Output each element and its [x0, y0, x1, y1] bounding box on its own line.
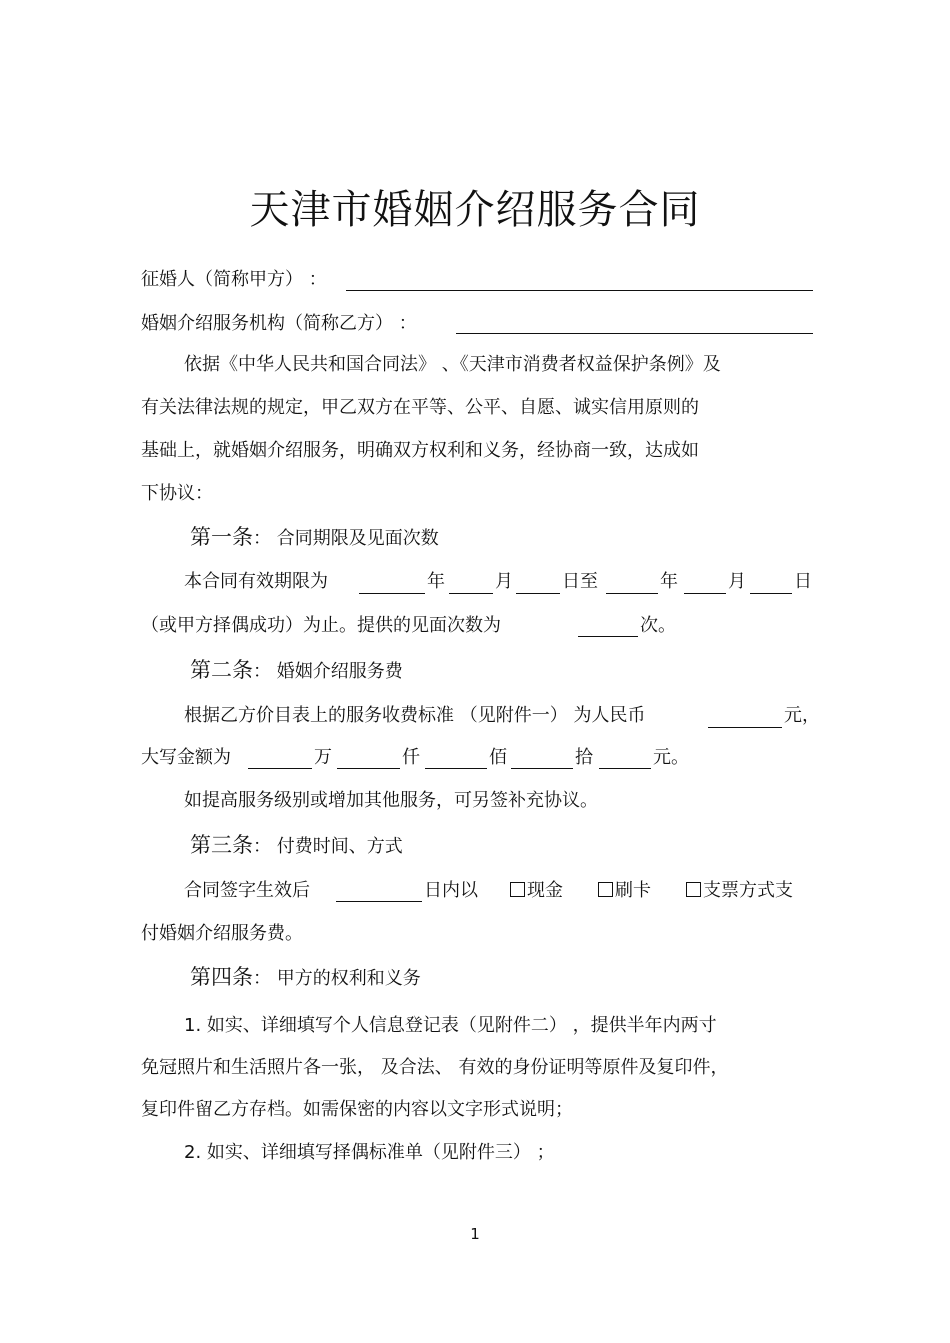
- start-day-to: 日至: [562, 571, 598, 592]
- payment-days-blank[interactable]: [336, 901, 422, 902]
- article-3-number: 第三条: [190, 833, 253, 857]
- end-day-unit: 日: [794, 571, 812, 592]
- fee-qian-unit: 仟: [402, 747, 420, 768]
- article-4-item-1-line-3: 复印件留乙方存档。如需保密的内容以文字形式说明；: [141, 1099, 573, 1120]
- fee-qian-blank[interactable]: [337, 768, 400, 769]
- article-4-title: ： 甲方的权利和义务: [253, 968, 421, 989]
- fee-amount-blank[interactable]: [708, 727, 782, 728]
- page-number: 1: [470, 1225, 480, 1243]
- fee-bai-blank[interactable]: [425, 768, 487, 769]
- intro-line-2: 有关法律法规的规定，甲乙双方在平等、公平、自愿、诚实信用原则的: [141, 397, 699, 418]
- cheque-checkbox[interactable]: [686, 882, 701, 897]
- fee-shi-unit: 拾: [575, 747, 593, 768]
- fee-bai-unit: 佰: [489, 747, 507, 768]
- start-day-blank[interactable]: [516, 593, 560, 594]
- party-b-blank[interactable]: [456, 333, 813, 334]
- card-label: 刷卡: [615, 880, 651, 901]
- end-month-unit: 月: [728, 571, 746, 592]
- cheque-label: 支票方式支: [703, 880, 793, 901]
- article-1-meetings-label: （或甲方择偶成功）为止。提供的见面次数为: [141, 615, 501, 636]
- article-2-title: ： 婚姻介绍服务费: [253, 661, 403, 682]
- article-4-number: 第四条: [190, 965, 253, 989]
- party-a-label: 征婚人（简称甲方） ：: [141, 269, 327, 290]
- party-a-blank[interactable]: [346, 290, 813, 291]
- fee-yuan-end: 元。: [653, 747, 689, 768]
- start-year-unit: 年: [427, 571, 445, 592]
- payment-cash-option[interactable]: [510, 879, 563, 903]
- end-day-blank[interactable]: [750, 593, 792, 594]
- article-1-title: ： 合同期限及见面次数: [253, 528, 439, 549]
- intro-line-3: 基础上，就婚姻介绍服务，明确双方权利和义务，经协商一致，达成如: [141, 440, 699, 461]
- start-month-blank[interactable]: [449, 593, 493, 594]
- article-3-heading: [190, 832, 403, 860]
- article-1-heading: [190, 524, 439, 552]
- meetings-unit: 次。: [640, 615, 676, 636]
- payment-deadline-label: 合同签字生效后: [184, 880, 310, 901]
- intro-line-4: 下协议：: [141, 483, 213, 504]
- cash-checkbox[interactable]: [510, 882, 525, 897]
- fee-wan-unit: 万: [314, 747, 332, 768]
- start-month-unit: 月: [495, 571, 513, 592]
- article-4-heading: [190, 964, 421, 992]
- article-1-term-label: 本合同有效期限为: [184, 571, 328, 592]
- fee-shi-blank[interactable]: [511, 768, 573, 769]
- meetings-count-blank[interactable]: [578, 636, 638, 637]
- article-1-number: 第一条: [190, 525, 253, 549]
- fee-capital-label: 大写金额为: [141, 747, 231, 768]
- article-2-heading: [190, 657, 403, 685]
- fee-yuan-unit: 元，: [784, 705, 820, 726]
- end-year-blank[interactable]: [606, 593, 658, 594]
- party-b-label: 婚姻介绍服务机构（简称乙方） ：: [141, 313, 417, 334]
- payment-line-2: 付婚姻介绍服务费。: [141, 923, 303, 944]
- article-2-number: 第二条: [190, 658, 253, 682]
- intro-line-1: 依据《中华人民共和国合同法》 、《天津市消费者权益保护条例》及: [184, 354, 721, 375]
- end-month-blank[interactable]: [684, 593, 726, 594]
- start-year-blank[interactable]: [359, 593, 425, 594]
- document-title: 天津市婚姻介绍服务合同: [249, 187, 701, 233]
- article-2-fee-label: 根据乙方价目表上的服务收费标准 （见附件一） 为人民币: [184, 705, 646, 726]
- payment-within: 日内以: [424, 880, 478, 901]
- fee-wan-blank[interactable]: [248, 768, 312, 769]
- article-3-title: ： 付费时间、方式: [253, 836, 403, 857]
- card-checkbox[interactable]: [598, 882, 613, 897]
- end-year-unit: 年: [660, 571, 678, 592]
- article-4-item-2: 2. 如实、详细填写择偶标准单（见附件三） ；: [184, 1142, 555, 1163]
- article-2-supplement: 如提高服务级别或增加其他服务，可另签补充协议。: [184, 790, 598, 811]
- fee-yuan-blank[interactable]: [599, 768, 651, 769]
- payment-card-option[interactable]: [598, 879, 651, 903]
- cash-label: 现金: [527, 880, 563, 901]
- article-4-item-1-line-2: 免冠照片和生活照片各一张， 及合法、 有效的身份证明等原件及复印件，: [141, 1057, 729, 1078]
- payment-cheque-option[interactable]: [686, 879, 793, 903]
- article-4-item-1-line-1: 1. 如实、详细填写个人信息登记表（见附件二） ，提供半年内两寸: [184, 1015, 717, 1036]
